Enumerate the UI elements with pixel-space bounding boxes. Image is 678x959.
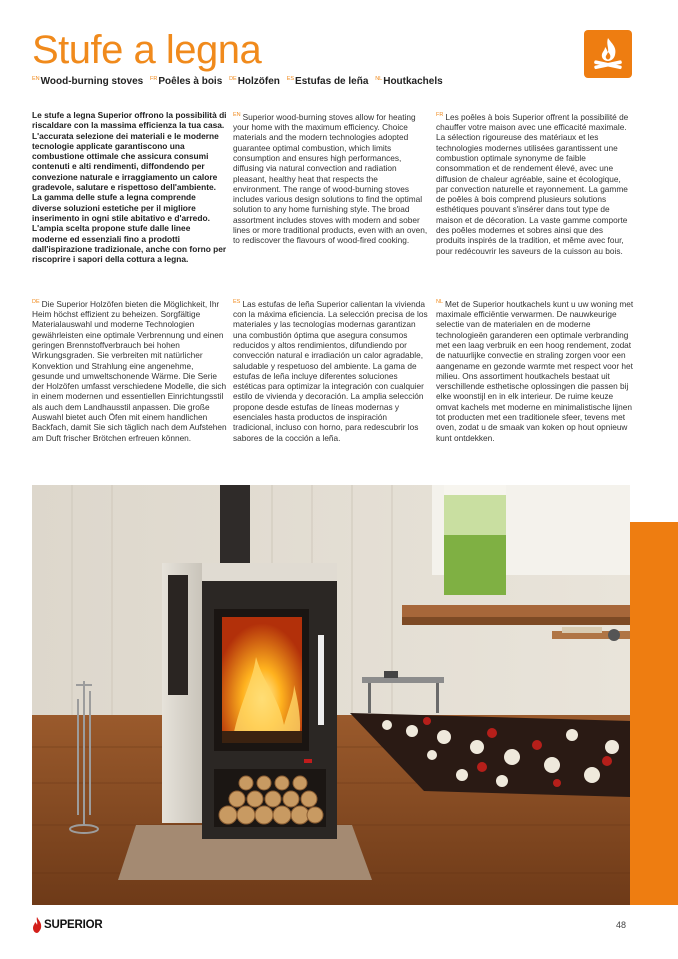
text-dutch: $^{NL}$ Met de Superior houtkachels kunt u uw woning met maximale efficiëntie verwarmen. De nauwkeurige selectie van de materialen en de moderne technologieën garanderen een optimale verbranding met een laag verbruik en een hoog rendement, zodat de natuurlijke convectie en straling zorgen voor een aangename en gezonde warmte met respect voor het milieu. Ons assortiment houtkachels bestaat uit verschillende esthetische oplossingen die passen bij elke woonstijl en in elk interieur. De ruime keuze omvat kachels met moderne en minimalistische lijnen tot producten met een traditionele sfeer, tevens met oven, zodat u de smaak van koken op hout opnieuw kunt ontdekken.	[436, 298, 634, 443]
text-english: $^{EN}$ Superior wood-burning stoves allow for heating your home with the maximum efficiency. Choice materials and the modern technologies adopted guarantee optimal combustion, which limits consumption and ensures high performances, diffusing via natural convection and radiation pleasant, healthy heat that respects the environment. The range of wood-burning stoves includes various design solutions to find the optimal solution to any home furnishing style. The broad assortment includes stoves with modern and sober lines or more traditional products, even with an oven, to rediscover the flavours of wood-fired cooking.	[233, 111, 428, 246]
brand-name: SUPERIOR	[44, 919, 103, 931]
page-number: 48	[616, 920, 627, 930]
translation-fr: $^{FR}$Poêles à bois	[150, 76, 223, 88]
text-french: $^{FR}$ Les poêles à bois Superior offrent la possibilité de chauffer votre maison avec une efficacité maximale. La sélection rigoureuse des matériaux et les technologies modernes utilisées garantissent une combustion optimale synonyme de faible consommation et de rendement élevé, avec une diffusion de chaleur agréable, saine et écologique, par convection naturelle et rayonnement. La gamme de poêles à bois comprend plusieurs solutions esthétiques pouvant s'insérer dans tout type de maison et de décoration. La vaste gamme comporte des poêles modernes et sobres ainsi que des produits inspirés de la tradition, et même avec four, pour redécouvrir les saveurs de la cuisson au bois.	[436, 111, 629, 256]
translation-en: $^{EN}$Wood-burning stoves	[32, 76, 144, 88]
page-title: Stufe a legna	[32, 28, 262, 72]
flame-logs-icon	[584, 30, 632, 78]
translation-es: $^{ES}$Estufas de leña	[286, 76, 369, 88]
accent-bar	[630, 522, 678, 905]
text-italian: Le stufe a legna Superior offrono la possibilità di riscaldare con la massima efficienza la tua casa. L'accurata selezione dei materiali e le moderne tecnologie applicate garantiscono una combustione ottimale che assicura consumi contenuti e alti rendimenti, diffondendo per convezione naturale e irraggiamento un calore gradevole, salutare e rispettoso dell'ambiente. La gamma delle stufe a legna comprende diverse soluzioni estetiche per il migliore inserimento in ogni stile abitativo e d'arredo. L'ampia scelta propone stufe dalle linee moderne ed essenziali fino a prodotti dall'ispirazione tradizionale, anche con forno per riscoprire i sapori della cottura a legna.	[32, 110, 227, 265]
translation-nl: $^{NL}$Houtkachels	[375, 76, 443, 88]
translated-titles	[32, 76, 447, 87]
text-german: $^{DE}$ Die Superior Holzöfen bieten die Möglichkeit, Ihr Heim höchst effizient zu beheizen. Sorgfältige Materialauswahl und moderne Technologien gewährleisten eine optimale Verbrennung und einen geringen Brennstoffverbrauch bei hohen Wirkungsgraden. Sie verbreiten mit natürlicher Konvektion und Strahlung eine angenehme, gesunde und umweltschonende Wärme. Die Serie der Holzöfen umfasst verschiedene Modelle, die sich in einem modernen und essentiellen Einrichtungsstil als auch dem Landhausstil anpassen. Die große Auswahl bietet auch Öfen mit einem handlichen Backfach, damit Sie sich täglich nach dem Aufstehen am Duft frischer Brötchen erfreuen können.	[32, 298, 227, 443]
stove-product-photo	[32, 485, 630, 905]
brand-logo	[32, 916, 102, 934]
flame-brand-icon	[32, 917, 42, 933]
wood-stove-category-badge	[584, 30, 632, 78]
text-spanish: $^{ES}$ Las estufas de leña Superior calientan la vivienda con la máxima eficiencia. La selección precisa de los materiales y las tecnologías modernas garantizan una combustión óptima que asegura consumos reducidos y altos rendimientos, difundiendo por convección natural e irradiación un calor agradable, saludable y respetuoso del ambiente. La gama de estufas de leña incluye diferentes soluciones estéticas para optimizar la integración con cualquier estilo de vivienda y decoración. La amplia selección propone desde estufas de líneas modernas y esenciales hasta productos de inspiración tradicional, incluso con horno, para redescubrir los sabores de la cocción a leña.	[233, 298, 428, 443]
translation-de: $^{DE}$Holzöfen	[229, 76, 280, 88]
